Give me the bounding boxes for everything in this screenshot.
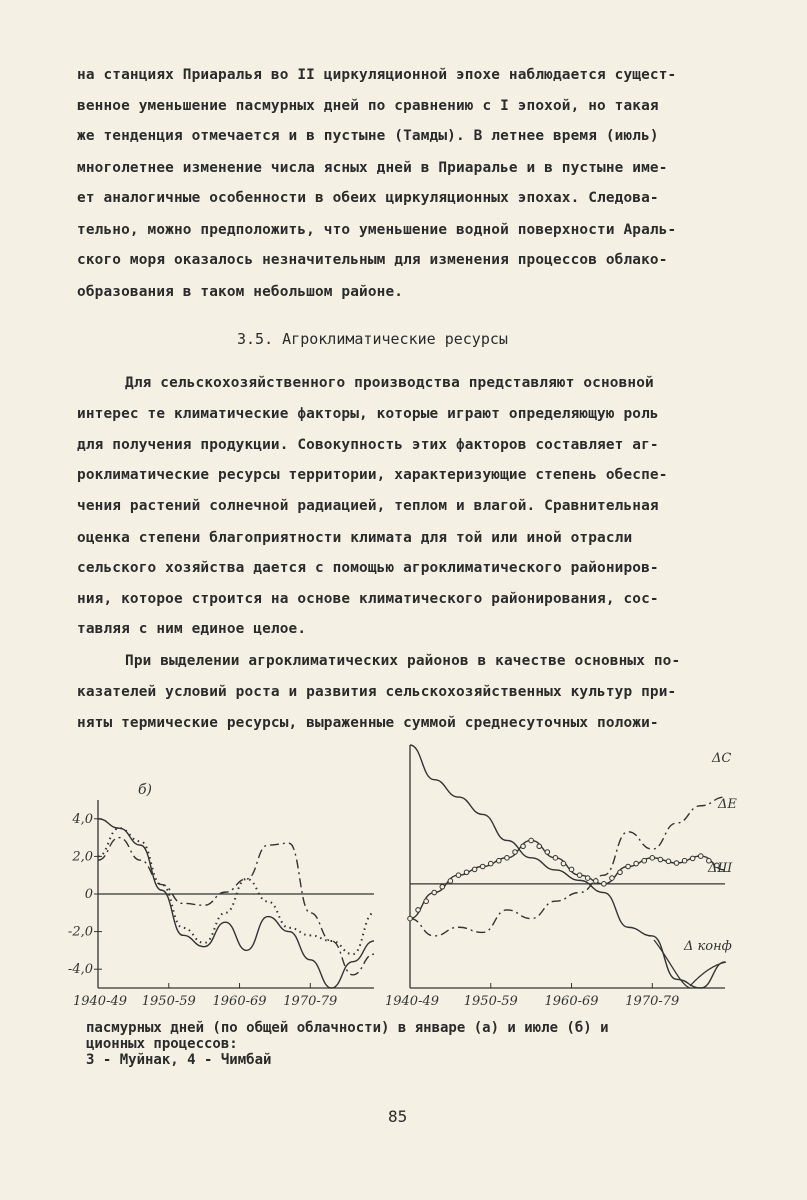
- data-point: [505, 856, 510, 861]
- data-point: [537, 844, 542, 849]
- x-tick-label: 1970-79: [283, 994, 338, 1009]
- data-point: [456, 873, 461, 878]
- section-heading: 3.5. Агроклиматические ресурсы: [237, 330, 508, 348]
- caption-line-3: 3 - Муйнак, 4 - Чимбай: [86, 1052, 272, 1068]
- x-tick-label: 1950-59: [141, 994, 196, 1009]
- data-point: [416, 908, 421, 913]
- text-line: венное уменьшение пасмурных дней по сравнению с I эпохой, но такая: [77, 98, 659, 114]
- series-label: ΔС: [712, 751, 732, 766]
- y-tick-label: -4,0: [67, 962, 93, 978]
- text-line: сельского хозяйства дается с помощью агроклиматического райониров-: [77, 560, 659, 576]
- data-point: [666, 859, 671, 864]
- caption-line-1: пасмурных дней (по общей облачности) в январе (а) и июле (б) и: [86, 1020, 609, 1036]
- caption-line-2: ционных процессов:: [86, 1036, 238, 1052]
- data-point: [626, 864, 631, 869]
- chart-right: [385, 745, 737, 1009]
- data-point: [569, 867, 574, 872]
- data-point: [432, 890, 437, 895]
- series-line: [98, 838, 374, 975]
- series-line: [98, 819, 374, 988]
- text-line: ния, которое строится на основе климатического районирования, сос-: [77, 591, 659, 607]
- text-line: для получения продукции. Совокупность этих факторов составляет аг-: [77, 437, 659, 453]
- data-point: [577, 873, 582, 878]
- data-point: [408, 916, 413, 921]
- text-line: При выделении агроклиматических районов в качестве основных по-: [125, 653, 681, 669]
- data-point: [553, 856, 558, 861]
- data-point: [658, 857, 663, 862]
- data-point: [440, 884, 445, 889]
- x-tick-label: 1950-59: [463, 994, 518, 1009]
- text-line: казателей условий роста и развития сельскохозяйственных культур при-: [77, 684, 677, 700]
- data-point: [529, 838, 534, 843]
- text-line: Для сельскохозяйственного производства представляют основной: [125, 375, 654, 391]
- page-number: 85: [388, 1107, 408, 1126]
- data-point: [650, 856, 655, 861]
- text-line: роклиматические ресурсы территории, характеризующие степень обеспе-: [77, 467, 668, 483]
- data-point: [472, 867, 477, 872]
- data-point: [424, 899, 429, 904]
- text-line: тельно, можно предположить, что уменьшение водной поверхности Араль-: [77, 222, 677, 238]
- data-point: [521, 844, 526, 849]
- text-line: оценка степени благоприятности климата для той или иной отрасли: [77, 530, 633, 546]
- data-point: [682, 858, 687, 863]
- data-point: [690, 856, 695, 861]
- x-tick-label: 1970-79: [625, 994, 680, 1009]
- data-point: [561, 861, 566, 866]
- text-line: тавляя с ним единое целое.: [77, 621, 307, 637]
- data-point: [698, 854, 703, 859]
- x-tick-label: 1940-49: [384, 994, 440, 1009]
- text-line: няты термические ресурсы, выраженные суммой среднесуточных положи-: [77, 715, 659, 731]
- series-label: ΔШ: [708, 861, 733, 876]
- y-tick-label: 2,0: [72, 849, 93, 865]
- text-line: же тенденция отмечается и в пустыне (Тамды). В летнее время (июль): [77, 128, 659, 144]
- data-point: [634, 861, 639, 866]
- data-point: [642, 858, 647, 863]
- data-point: [448, 879, 453, 884]
- chart-left: [68, 782, 374, 1009]
- data-point: [674, 861, 679, 866]
- data-point: [545, 850, 550, 855]
- x-tick-label: 1940-49: [72, 994, 128, 1009]
- data-point: [610, 876, 615, 881]
- y-tick-label: 4,0: [72, 811, 93, 827]
- text-line: многолетнее изменение числа ясных дней в Приаралье и в пустыне име-: [77, 160, 668, 176]
- y-tick-label: 0: [84, 887, 93, 902]
- data-point: [602, 882, 607, 887]
- data-point: [480, 864, 485, 869]
- data-point: [464, 870, 469, 875]
- text-line: ет аналогичные особенности в обеих циркуляционных эпохах. Следова-: [77, 190, 659, 206]
- text-line: чения растений солнечной радиацией, теплом и влагой. Сравнительная: [77, 498, 659, 514]
- text-line: образования в таком небольшом районе.: [77, 284, 404, 300]
- text-line: на станциях Приаралья во II циркуляционной эпохе наблюдается сущест-: [77, 67, 677, 83]
- series-label: Δ конф: [684, 939, 732, 954]
- y-tick-label: -2,0: [67, 924, 93, 940]
- data-point: [488, 861, 493, 866]
- chart-title: б): [138, 782, 153, 798]
- text-line: ского моря оказалось незначительным для изменения процессов облако-: [77, 252, 668, 268]
- data-point: [585, 876, 590, 881]
- data-point: [497, 858, 502, 863]
- data-point: [618, 870, 623, 875]
- text-line: интерес те климатические факторы, которые играют определяющую роль: [77, 406, 659, 422]
- data-point: [513, 850, 518, 855]
- series-label: ΔЕ: [718, 797, 737, 812]
- x-tick-label: 1960-69: [544, 994, 599, 1009]
- series-line: [410, 840, 725, 918]
- x-tick-label: 1960-69: [212, 994, 267, 1009]
- data-point: [593, 879, 598, 884]
